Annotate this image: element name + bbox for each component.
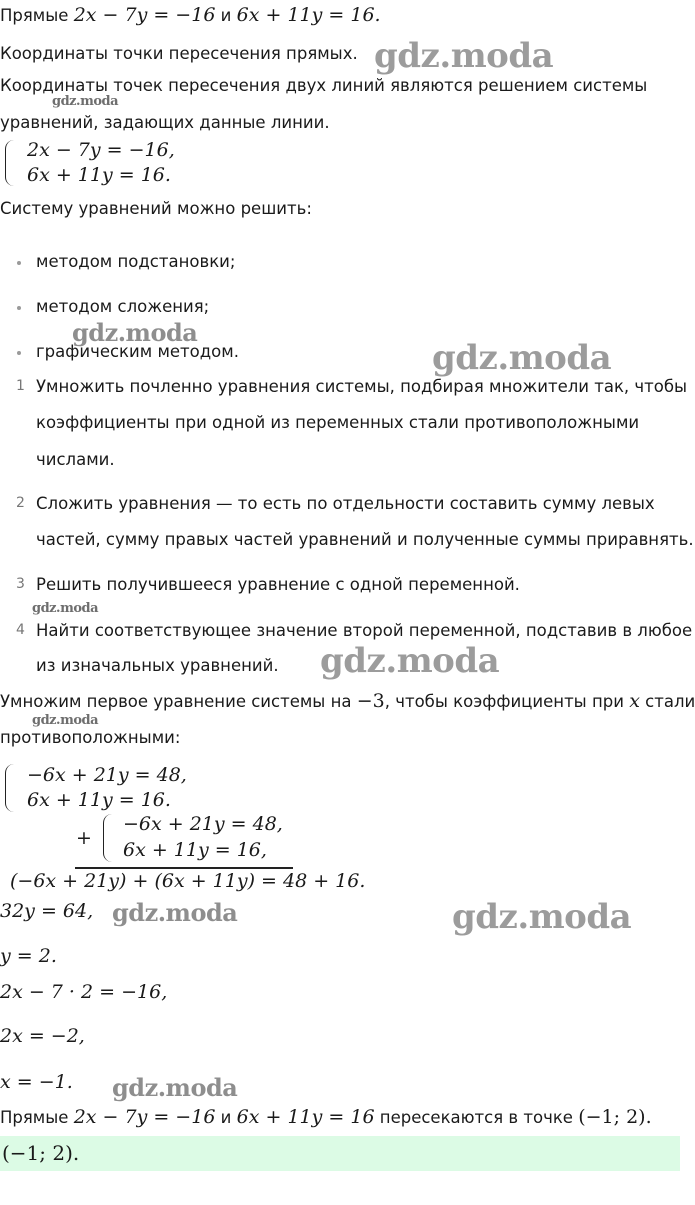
conclusion-text: пересекаются в точке <box>379 1108 573 1127</box>
watermark: gdz.moda <box>72 318 198 347</box>
step-line: из изначальных уравнений. <box>36 656 279 675</box>
sum-line: (−6x + 21y) + (6x + 11y) = 48 + 16. <box>10 870 366 892</box>
multiply-text: стали <box>645 692 695 711</box>
system-brace <box>103 814 112 862</box>
step-line: частей, сумму правых частей уравнений и полученные суммы приравнять. <box>36 530 694 549</box>
system-brace <box>5 764 14 812</box>
addition-eq2: 6x + 11y = 16, <box>123 839 267 861</box>
sum-rule <box>75 867 293 869</box>
intro-conj: и <box>220 6 232 25</box>
conclusion-point: (−1; 2). <box>578 1106 652 1128</box>
multiply-line <box>0 690 695 712</box>
conclusion-eq2: 6x + 11y = 16 <box>236 1106 375 1128</box>
step-number: 1 <box>16 378 25 394</box>
watermark: gdz.moda <box>112 1073 238 1102</box>
task-line: Координаты точки пересечения прямых. <box>0 44 358 63</box>
watermark: gdz.moda <box>32 713 99 728</box>
solve-step: 32y = 64, <box>0 900 94 922</box>
multiply-line-2: противоположными: <box>0 728 181 747</box>
step-line: Найти соответствующее значение второй переменной, подставив в любое <box>36 621 693 640</box>
watermark: gdz.moda <box>32 601 99 616</box>
method-item: методом подстановки; <box>36 252 236 271</box>
step-number: 2 <box>16 495 25 511</box>
system1-eq1: 2x − 7y = −16, <box>27 139 175 161</box>
watermark: gdz.moda <box>374 36 554 76</box>
system1-eq2: 6x + 11y = 16. <box>27 164 171 186</box>
conclusion-text: и <box>220 1108 232 1127</box>
solve-step: 2x = −2, <box>0 1025 85 1047</box>
solve-step: x = −1. <box>0 1071 73 1093</box>
step-line: Решить получившееся уравнение с одной переменной. <box>36 575 520 594</box>
intro-prefix: Прямые <box>0 6 69 25</box>
equation-1: 2x − 7y = −16 <box>73 4 216 26</box>
step-line: Сложить уравнения — то есть по отдельности составить сумму левых <box>36 494 655 513</box>
multiply-var: x <box>629 690 640 712</box>
plus-sign: + <box>76 827 92 849</box>
system2-eq1: −6x + 21y = 48, <box>27 764 187 786</box>
methods-intro: Систему уравнений можно решить: <box>0 199 312 218</box>
addition-eq1: −6x + 21y = 48, <box>123 813 283 835</box>
step-line: числами. <box>36 450 115 469</box>
conclusion-text: Прямые <box>0 1108 69 1127</box>
system-brace <box>5 140 14 186</box>
bullet-dot <box>17 261 21 265</box>
multiply-text: Умножим первое уравнение системы на <box>0 692 352 711</box>
step-line: Умножить почленно уравнения системы, подбирая множители так, чтобы <box>36 377 688 396</box>
watermark: gdz.moda <box>452 897 632 937</box>
step-number: 4 <box>16 622 25 638</box>
watermark: gdz.moda <box>52 94 119 109</box>
method-item: графическим методом. <box>36 342 239 361</box>
answer-value: (−1; 2). <box>2 1141 80 1165</box>
watermark: gdz.moda <box>432 338 612 378</box>
answer-box <box>0 1136 680 1171</box>
explain-line-2: уравнений, задающих данные линии. <box>0 113 330 132</box>
step-number: 3 <box>16 576 25 592</box>
step-line: коэффициенты при одной из переменных стали противоположными <box>36 413 640 432</box>
bullet-dot <box>17 306 21 310</box>
conclusion-eq1: 2x − 7y = −16 <box>73 1106 216 1128</box>
multiply-factor: −3 <box>356 690 385 712</box>
equation-2: 6x + 11y = 16. <box>236 4 381 26</box>
solve-step: y = 2. <box>0 945 57 967</box>
bullet-dot <box>17 351 21 355</box>
intro-line <box>0 4 381 26</box>
solve-step: 2x − 7 · 2 = −16, <box>0 981 168 1003</box>
watermark: gdz.moda <box>112 898 238 927</box>
watermark: gdz.moda <box>320 641 500 681</box>
conclusion-line <box>0 1106 652 1128</box>
multiply-text: , чтобы коэффициенты при <box>384 692 624 711</box>
explain-line-1: Координаты точек пересечения двух линий являются решением системы <box>0 76 648 95</box>
system2-eq2: 6x + 11y = 16. <box>27 789 171 811</box>
method-item: методом сложения; <box>36 297 210 316</box>
